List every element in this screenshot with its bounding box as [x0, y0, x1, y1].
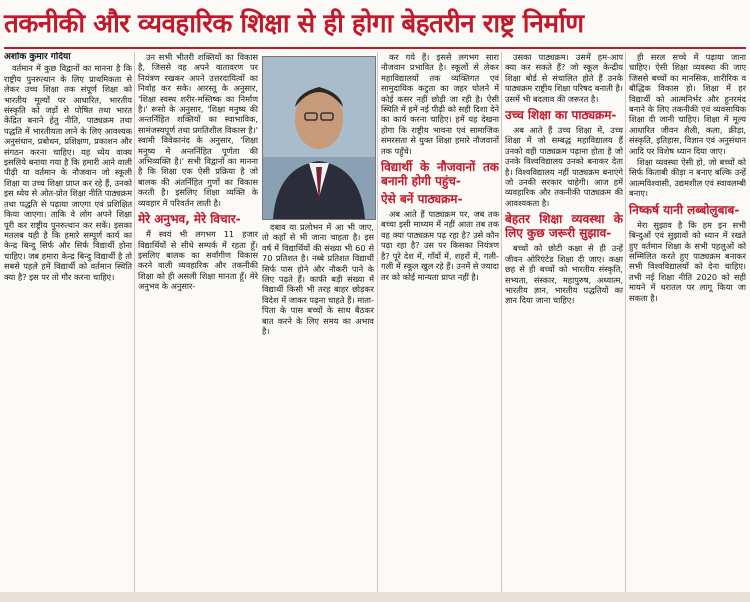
author-photo — [262, 56, 376, 220]
column-divider — [377, 52, 378, 592]
subheading-conclusion: निष्कर्ष यानी लब्बोलुबाब- — [629, 202, 740, 217]
page-bottom-strip — [0, 592, 750, 602]
column-1 — [4, 52, 132, 592]
column-6-text: ही सरल सच्चे में पढ़ाया जाना चाहिए। ऐसी शिक्षा व्यवस्था की जाए जिससे बच्चों का मानसिक, शारीरिक व बौद्धिक विकास हो। शिक्षा में हर विद्यार्थी को आत्मनिर्भर और हुनरमंद बनाने के लिए तकनीकी एवं व्यवसायिक शिक्षा दी जानी चाहिए। शिक्षा में मूल्य आधारित जीवन शैली, कला, क्रीड़ा, संस्कृति, इतिहास, विज्ञान एवं अनुसंधान आदि पर विशेष ध्यान दिया जाए। — [629, 52, 746, 156]
column-6-text-b: शिक्षा व्यवस्था ऐसी हो, जो बच्चों को सिर्फ किताबी कीड़ा न बनाए बल्कि उन्हें आत्मविश्वासी, उद्यमशील एवं स्वावलम्बी बनाए। — [629, 157, 746, 199]
column-divider — [134, 52, 135, 592]
column-4-text: कर गये हैं। इससे लगभग सारा नौजवान प्रभावित है। स्कूलों से लेकर महाविद्यालयों तक व्यक्तिगत एवं सामुदायिक कटुता का जहर घोलने में कोई कसर नहीं छोड़ी जा रही है। ऐसी स्थिति में हमें नई पीढ़ी को सही दिशा देने का कार्य करना चाहिए। हमें यह देखना होगा कि राष्ट्रीय भावना एवं सामाजिक समरसता से युक्त शिक्षा हमारे नौजवानों तक पहुँचे। — [381, 52, 499, 156]
subheading-youth: विद्यार्थी के नौजवानों तक बनानी होगी पहुंच- — [381, 160, 499, 189]
column-5 — [505, 52, 623, 592]
column-5-text-c: बच्चों को छोटी कक्षा से ही उन्हें जीवन ओरिएंटेड शिक्षा दी जाए। कक्षा छह से ही बच्चों को भारतीय संस्कृति, सभ्यता, संस्कार, महापुरुष, अध्यात्म, भारतीय ज्ञान, भारतीय पद्धतियों का ज्ञान दिया जाना चाहिए। — [505, 243, 623, 306]
column-2-text-b: मैं स्वयं भी लगभग 11 हजार विद्यार्थियों से सीधे सम्पर्क में रहता हूँ। इसलिए बालक का सर्वांगीण विकास करने वाली व्यवहारिक और तकनीकी शिक्षा को ही असली शिक्षा मानता हूँ। मेरे अनुभव के अनुसार- — [138, 229, 258, 292]
column-divider — [501, 52, 502, 592]
column-2 — [138, 52, 258, 592]
column-3-text: दबाव या प्रलोभन में आ भी जाए, तो कहाँ से भी जाना चाहता है। इस वर्ष में विद्यार्थियों की संख्या भी 60 से 70 प्रतिशत है। नब्बे प्रतिशत विद्यार्थी सिर्फ पास होने और नौकरी पाने के लिए पढ़ते हैं। काफी बड़ी संख्या में विद्यार्थी किसी भी तरह बाहर छोड़कर विदेश में जाकर पढ़ना चाहते हैं। माता-पिता के पास बच्चों के साथ बैठकर बात करने के लिए समय का अभाव है। — [262, 222, 374, 337]
headline: तकनीकी और व्यवहारिक शिक्षा से ही होगा बेहतरीन राष्ट्र निर्माण — [4, 9, 584, 39]
column-6 — [629, 52, 746, 592]
subheading-experience: मेरे अनुभव, मेरे विचार- — [138, 212, 241, 227]
subheading-suggestions: बेहतर शिक्षा व्यवस्था के लिए कुछ जरूरी सुझाव- — [505, 212, 623, 241]
byline: अशोक कुमार गदिया — [4, 52, 71, 62]
subheading-curriculum: ऐसे बनें पाठ्यक्रम- — [381, 192, 463, 207]
subheading-higher-education: उच्च शिक्षा का पाठ्यक्रम- — [505, 108, 617, 123]
column-5-text: उसका पाठ्यक्रम। उसमें हम-आप क्या कर सकते हैं? जो स्कूल केन्द्रीय शिक्षा बोर्ड से संचालित होते हैं उनके पाठ्यक्रम राष्ट्रीय शिक्षा परिषद बनाती है। उसमें भी बदलाव की जरूरत है। — [505, 52, 623, 104]
column-2-text: उन सभी भीतरी शक्तियों का विकास है, जिससे वह अपने वातावरण पर नियंत्रण रखकर अपने उत्तरदायित्वों का निर्वाह कर सके। आरस्तू के अनुसार, 'शिक्षा स्वस्थ शरीर-मस्तिष्क का निर्माण है।' रूसो के अनुसार, 'शिक्षा मनुष्य की अन्तर्निहित शक्तियों का स्वाभाविक, सामंजस्यपूर्ण तथा प्रगतिशील विकास है।' स्वामी विवेकानंद के अनुसार, 'शिक्षा मनुष्य में अन्तर्निहित पूर्णता की अभिव्यक्ति है।' सभी विद्वानों का मानना है कि शिक्षा एक ऐसी प्रक्रिया है जो बालक की अंतर्निहित गुणों का विकास करती है। इसलिए शिक्षा व्यक्ति के व्यवहार में परिवर्तन लाती है। — [138, 52, 258, 208]
column-5-text-b: अब आते हैं उच्च शिक्षा में, उच्च शिक्षा में जो सम्बद्ध महाविद्यालय हैं उनको वही पाठ्यक्रम पढ़ाना होता है जो उनके विश्वविद्यालय उनको बनाकर देता है। विश्वविद्यालय नहीं पाठ्यक्रम बनाएंगे जो उनकी सरकार चाहेगी। आज हमें व्यवहारिक और तकनीकी पाठ्यक्रम की आवश्यकता है। — [505, 125, 623, 208]
column-4-text-b: अब आते हैं पाठ्यक्रम पर, जब तक बच्चा इसी माध्यम में नहीं आता तब तक वह क्या पाठ्यक्रम पढ़ रहा है? उसे कौन पढ़ा रहा है? उस पर किसका नियंत्रण है? पूरे देश में, गाँवों में, शहरों में, गली-गली में स्कूल खुल रहे हैं। उनमें से ज्यादा तर को कोई मान्यता प्राप्त नहीं है। — [381, 209, 499, 282]
author-photo-image — [263, 57, 375, 219]
column-6-text-c: मेरा सुझाव है कि हम इन सभी बिन्दुओं एवं सुझावों को ध्यान में रखते हुए वर्तमान शिक्षा के सभी पहलुओं को सम्मिलित करते हुए पाठ्यक्रम बनाकर सभी विश्वविद्यालयों को देना चाहिए। तभी नई शिक्षा नीति 2020 को सही मायने में धरातल पर लागू किया जा सकता है। — [629, 219, 746, 303]
column-3 — [262, 222, 374, 592]
column-4 — [381, 52, 499, 592]
column-divider — [625, 52, 626, 592]
headline-rule — [4, 47, 746, 49]
column-1-text: वर्तमान में कुछ विद्वानों का मानना है कि राष्ट्रीय पुनरुत्थान के लिए प्राथमिकता से लेकर उच्च शिक्षा तक संपूर्ण शिक्षा को भारतीय मूल्यों पर आधारित, भारतीय संस्कृति को जड़ों से पोषित तथा भारत केंद्रित बनाने हेतु नीति, पाठ्यक्रम तथा पद्धति में भारतीयता लाने के लिए आवश्यक अनुसंधान, प्रबोधन, प्रशिक्षण, प्रकाशन और संगठन करना चाहिए। यह ध्येय वाक्य इसलिये बनाया गया है कि हमारी आने वाली पीढ़ी या वर्तमान के नौजवान जो स्कूली शिक्षा या उच्च शिक्षा प्राप्त कर रहे हैं, उनको इस ध्येय से ओत-प्रोत शिक्षा नीति पाठ्यक्रम तथा पद्धति से पढ़ाया जाएगा एवं प्रशिक्षित किया जाएगा। ताकि वे लोग अपने शिक्षा पूरी कर राष्ट्रीय पुनरुत्थान कर सकें। इसका मतलब यही है कि हमारे सम्पूर्ण कार्य का केन्द्र बिन्दु सिर्फ और सिर्फ विद्यार्थी होना चाहिए। जब हमारा केन्द्र बिन्दु विद्यार्थी है तो सबसे पहले हमें विद्यार्थी को वर्तमान स्थिति क्या है? इस पर तो गौर करना चाहिए। — [4, 63, 132, 282]
